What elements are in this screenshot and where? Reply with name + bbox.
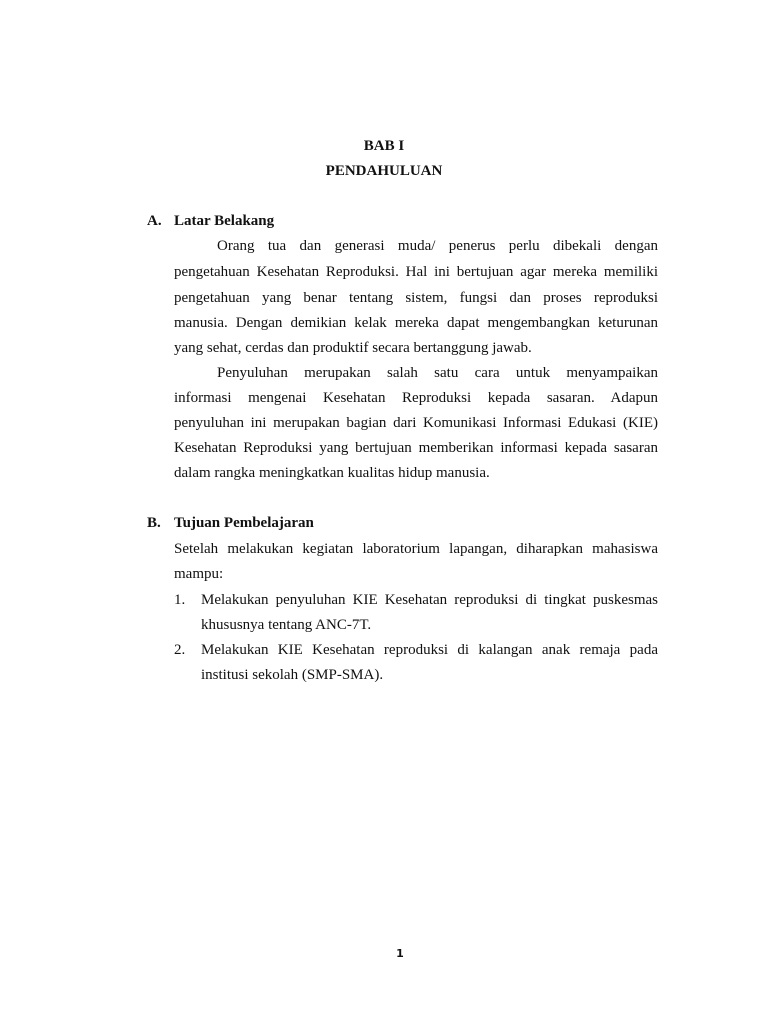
paragraph-line: informasi mengenai Kesehatan Reproduksi kepada sasaran. Adapun bbox=[174, 390, 658, 406]
section-b-marker: B. bbox=[147, 515, 161, 531]
paragraph-line: pengetahuan Kesehatan Reproduksi. Hal ini bertujuan agar mereka memiliki bbox=[174, 264, 658, 280]
paragraph-line: Setelah melakukan kegiatan laboratorium lapangan, diharapkan mahasiswa bbox=[174, 541, 658, 557]
list-item-number: 2. bbox=[174, 642, 186, 658]
paragraph-line: pengetahuan yang benar tentang sistem, fungsi dan proses reproduksi bbox=[174, 290, 658, 306]
chapter-title: PENDAHULUAN bbox=[325, 163, 443, 179]
section-a-marker: A. bbox=[147, 213, 162, 229]
paragraph-line: Orang tua dan generasi muda/ penerus perlu dibekali dengan bbox=[217, 238, 658, 254]
page-number: 1 bbox=[396, 947, 404, 960]
paragraph-line: yang sehat, cerdas dan produktif secara bertanggung jawab. bbox=[174, 340, 532, 356]
paragraph-line: mampu: bbox=[174, 566, 224, 582]
section-a-heading: Latar Belakang bbox=[174, 213, 275, 229]
list-item-line: khususnya tentang ANC-7T. bbox=[201, 617, 372, 633]
paragraph-line: penyuluhan ini merupakan bagian dari Komunikasi Informasi Edukasi (KIE) bbox=[174, 415, 658, 431]
chapter-number: BAB I bbox=[363, 138, 405, 154]
list-item-line: Melakukan KIE Kesehatan reproduksi di kalangan anak remaja pada bbox=[201, 642, 658, 658]
paragraph-line: manusia. Dengan demikian kelak mereka dapat mengembangkan keturunan bbox=[174, 315, 658, 331]
paragraph-line: dalam rangka meningkatkan kualitas hidup manusia. bbox=[174, 465, 490, 481]
list-item-line: institusi sekolah (SMP-SMA). bbox=[201, 667, 384, 683]
list-item-line: Melakukan penyuluhan KIE Kesehatan reproduksi di tingkat puskesmas bbox=[201, 592, 658, 608]
paragraph-line: Penyuluhan merupakan salah satu cara untuk menyampaikan bbox=[217, 365, 658, 381]
list-item-number: 1. bbox=[174, 592, 186, 608]
paragraph-line: Kesehatan Reproduksi yang bertujuan memberikan informasi kepada sasaran bbox=[174, 440, 658, 456]
section-b-heading: Tujuan Pembelajaran bbox=[174, 515, 314, 531]
